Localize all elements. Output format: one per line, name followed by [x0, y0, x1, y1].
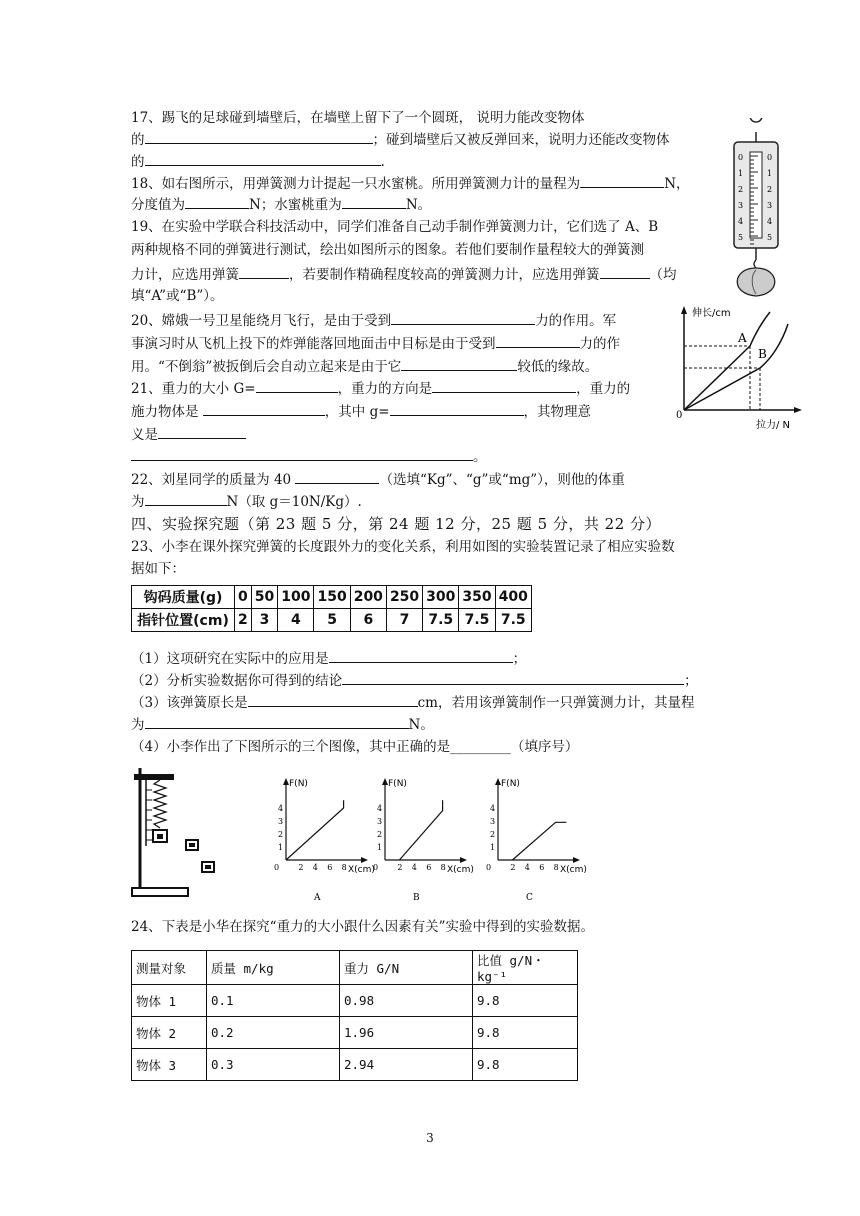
x-tick-label: 8: [553, 863, 559, 872]
q19-line3: 力计，应选用弹簧 ，若要制作精确程度较高的弹簧测力计，应选用弹簧 （均: [131, 264, 677, 284]
x-tick-label: 6: [426, 863, 432, 872]
scale-tick-label: 4: [738, 217, 744, 226]
x-axis-arrow: [361, 857, 368, 863]
graph-ylabel: F(N): [501, 779, 520, 789]
spring-elongation-graph: [672, 302, 810, 432]
row-label: 钩码质量(g): [132, 586, 235, 609]
q21-line4: 。: [131, 446, 487, 466]
blank[interactable]: [600, 264, 650, 279]
y-tick-label: 1: [377, 843, 383, 852]
spring-scale-figure: [722, 118, 790, 298]
q18-line2: 分度值为 N；水蜜桃重为 N。: [131, 194, 431, 214]
y-tick-label: 1: [278, 843, 284, 852]
blank[interactable]: [390, 401, 524, 416]
blank[interactable]: [145, 151, 381, 166]
q23-sub2: （2）分析实验数据你可得到的结论 ；: [131, 670, 698, 690]
q22-line2: 为 N（取 g＝10N/Kg）.: [131, 491, 362, 511]
gravity-data-table: [131, 950, 578, 1081]
table-cell: 7.5: [423, 609, 459, 632]
header-cell: 质量 m/kg: [207, 951, 340, 985]
curve-label-b: B: [758, 347, 767, 361]
y-tick-label: 3: [377, 817, 383, 826]
graph-ylabel: F(N): [289, 779, 308, 789]
header-cell: 比值 g/N・kg⁻¹: [473, 951, 578, 985]
table-cell: 350: [459, 586, 495, 609]
y-tick-label: 4: [278, 804, 284, 813]
scale-tick-label: 3: [767, 201, 773, 210]
x-tick-label: 2: [397, 863, 403, 872]
table-cell: 2: [235, 609, 252, 632]
table-cell: 0.1: [207, 985, 340, 1017]
graph-ylabel: 伸长/cm: [692, 308, 731, 319]
table-cell: 4: [278, 609, 314, 632]
scale-tick-label: 4: [767, 217, 773, 226]
x-tick-label: 2: [298, 863, 304, 872]
x-tick-label: 8: [440, 863, 446, 872]
graph-line: [399, 800, 442, 860]
q19-line4: 填“A”或“B”）。: [131, 288, 224, 304]
blank[interactable]: [145, 491, 227, 506]
y-tick-label: 3: [490, 817, 496, 826]
table-row: [132, 1017, 578, 1049]
x-tick-label: 6: [539, 863, 545, 872]
table-row: [132, 951, 578, 985]
blank[interactable]: [342, 194, 406, 209]
table-cell: 7.5: [459, 609, 495, 632]
curve-label-a: A: [738, 331, 747, 345]
graph-line: [286, 800, 344, 860]
table-cell: 9.8: [473, 1017, 578, 1049]
table-cell: 2.94: [340, 1049, 473, 1081]
y-tick-label: 2: [278, 830, 284, 839]
graph-xlabel: X(cm): [560, 865, 587, 875]
table-row: [132, 586, 532, 609]
graph-line: [512, 822, 566, 860]
x-tick-label: 6: [327, 863, 333, 872]
three-force-graphs: [270, 772, 600, 908]
table-cell: 0.98: [340, 985, 473, 1017]
scale-tick-label: 5: [738, 233, 744, 242]
q18-line1: 18、如右图所示，用弹簧测力计提起一只水蜜桃。所用弹簧测力计的量程为 N，: [131, 173, 690, 193]
q23-line1: 23、小李在课外探究弹簧的长度跟外力的变化关系，利用如图的实验装置记录了相应实验数: [131, 539, 675, 555]
table-cell: 0: [235, 586, 252, 609]
scale-tick-label: 1: [738, 169, 744, 178]
blank[interactable]: [203, 401, 325, 416]
row-label: 指针位置(cm): [132, 609, 235, 632]
blank[interactable]: [185, 194, 249, 209]
q23-sub3: （3）该弹簧原长是 cm，若用该弹簧制作一只弹簧测力计，其量程: [131, 692, 694, 712]
q19-line2: 两种规格不同的弹簧进行测试，绘出如图所示的图象。若他们要制作量程较大的弹簧测: [131, 242, 644, 258]
header-cell: 重力 G/N: [340, 951, 473, 985]
table-cell: 0.3: [207, 1049, 340, 1081]
blank[interactable]: [248, 692, 418, 707]
table-cell: 300: [423, 586, 459, 609]
scale-tick-label: 1: [767, 169, 773, 178]
x-tick-label: 2: [510, 863, 516, 872]
table-cell: 250: [386, 586, 422, 609]
q20-line3: 用。“不倒翁”被扳倒后会自动立起来是由于它 较低的缘故。: [131, 356, 598, 376]
header-cell: 测量对象: [132, 951, 207, 985]
q20-line2: 事演习时从飞机上投下的炸弹能落回地面击中目标是由于受到 力的作: [131, 333, 620, 353]
section-heading: 四、实验探究题（第 23 题 5 分，第 24 题 12 分，25 题 5 分，共 22 分）: [131, 515, 662, 533]
blank[interactable]: [145, 714, 409, 729]
blank[interactable]: [158, 424, 246, 439]
table-cell: 50: [251, 586, 277, 609]
x-tick-label: 0: [486, 863, 492, 872]
blank[interactable]: [145, 129, 373, 144]
x-tick-label: 4: [524, 863, 530, 872]
x-tick-label: 4: [411, 863, 417, 872]
graph-xlabel: X(cm): [348, 865, 375, 875]
q24-line1: 24、下表是小华在探究“重力的大小跟什么因素有关”实验中得到的实验数据。: [131, 919, 594, 935]
x-axis-arrow: [573, 857, 580, 863]
table-cell: 物体 3: [132, 1049, 207, 1081]
q23-sub4: （4）小李作出了下图所示的三个图像，其中正确的是_________（填序号）: [131, 739, 579, 755]
q23-sub3b: 为 N。: [131, 714, 434, 734]
table-row: [132, 1049, 578, 1081]
graph-label: B: [413, 893, 420, 903]
table-cell: 5: [314, 609, 350, 632]
graph-label: A: [314, 893, 321, 903]
x-tick-label: 4: [312, 863, 318, 872]
scale-tick-label: 0: [767, 153, 773, 162]
blank[interactable]: [342, 670, 684, 685]
table-cell: 400: [495, 586, 531, 609]
table-cell: 9.8: [473, 1049, 578, 1081]
q23-line2: 据如下：: [131, 561, 185, 577]
blank[interactable]: [295, 469, 379, 484]
graph-origin: 0: [676, 410, 683, 421]
y-tick-label: 2: [490, 830, 496, 839]
q17-line1: 17、踢飞的足球碰到墙壁后，在墙壁上留下了一个圆斑， 说明力能改变物体: [131, 110, 585, 126]
y-tick-label: 4: [490, 804, 496, 813]
table-cell: 6: [350, 609, 386, 632]
scale-tick-label: 2: [738, 185, 744, 194]
spring-apparatus-figure: [128, 760, 224, 904]
blank[interactable]: [256, 378, 338, 393]
scale-tick-label: 2: [767, 185, 773, 194]
table-cell: 7: [386, 609, 422, 632]
blank[interactable]: [580, 173, 664, 188]
q21-line3: 义是: [131, 424, 246, 444]
graph-xlabel: X(cm): [447, 865, 474, 875]
table-cell: 物体 1: [132, 985, 207, 1017]
graph-label: C: [526, 893, 533, 903]
blank[interactable]: [239, 264, 289, 279]
graph-xlabel: 拉力/ N: [756, 420, 791, 431]
blank[interactable]: [131, 446, 473, 461]
scale-tick-label: 5: [767, 233, 773, 242]
table-cell: 3: [251, 609, 277, 632]
q21-line1: 21、重力的大小 G= ，重力的方向是 ，重力的: [131, 378, 630, 398]
q20-line1: 20、嫦娥一号卫星能绕月飞行，是由于受到 力的作用。军: [131, 310, 616, 330]
table-cell: 1.96: [340, 1017, 473, 1049]
blank[interactable]: [391, 310, 535, 325]
blank[interactable]: [401, 356, 517, 371]
graph-ylabel: F(N): [388, 779, 407, 789]
q17-line3: 的 .: [131, 151, 385, 171]
q22-line1: 22、刘星同学的质量为 40 （选填“Kg”、“g”或“mg”），则他的体重: [131, 469, 625, 489]
table-cell: 100: [278, 586, 314, 609]
scale-tick-label: 0: [738, 153, 744, 162]
blank[interactable]: [432, 378, 576, 393]
y-tick-label: 1: [490, 843, 496, 852]
table-cell: 0.2: [207, 1017, 340, 1049]
q21-line2: 施力物体是 ，其中 g= ，其物理意: [131, 401, 591, 421]
table-row: [132, 985, 578, 1017]
blank[interactable]: [329, 648, 513, 663]
spring-data-table: [131, 585, 532, 632]
table-cell: 7.5: [495, 609, 531, 632]
q17-line2: 的 ；碰到墙壁后又被反弹回来，说明力还能改变物体: [131, 129, 670, 149]
table-cell: 9.8: [473, 985, 578, 1017]
y-tick-label: 2: [377, 830, 383, 839]
table-cell: 物体 2: [132, 1017, 207, 1049]
y-tick-label: 3: [278, 817, 284, 826]
x-tick-label: 0: [274, 863, 280, 872]
blank[interactable]: [496, 333, 580, 348]
table-cell: 150: [314, 586, 350, 609]
y-tick-label: 4: [377, 804, 383, 813]
x-tick-label: 0: [373, 863, 379, 872]
x-axis-arrow: [460, 857, 467, 863]
x-tick-label: 8: [341, 863, 347, 872]
scale-tick-label: 3: [738, 201, 744, 210]
table-row: [132, 609, 532, 632]
page-number: 3: [426, 1131, 434, 1145]
table-cell: 200: [350, 586, 386, 609]
q23-sub1: （1）这项研究在实际中的应用是 ；: [131, 648, 526, 668]
q19-line1: 19、在实验中学联合科技活动中，同学们准备自己动手制作弹簧测力计，它们选了 A、B: [131, 219, 659, 235]
